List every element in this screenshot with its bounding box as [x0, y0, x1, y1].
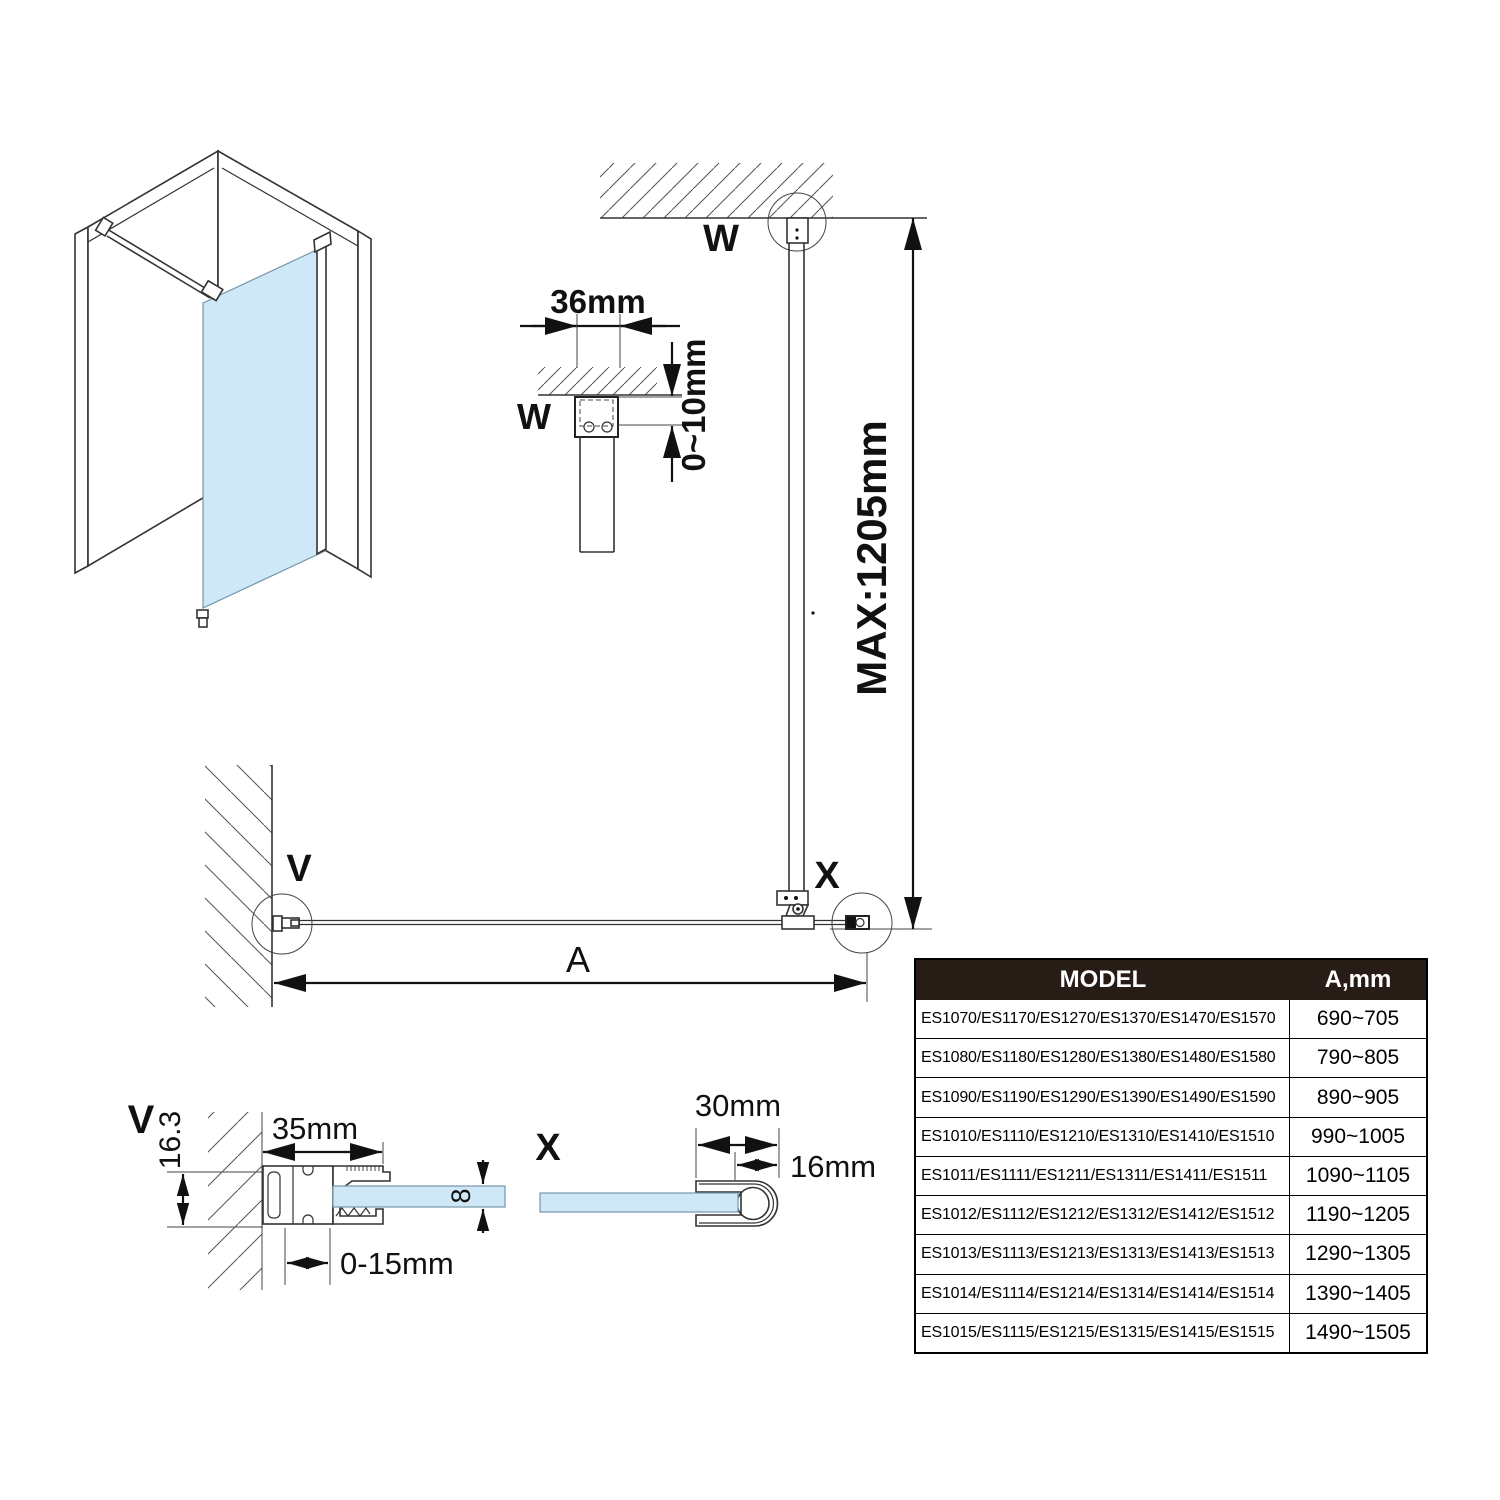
- bar-foot-block: [782, 916, 814, 929]
- table-row: [916, 1275, 1426, 1314]
- cell-a-mm: 1290~1305: [1305, 1242, 1411, 1266]
- table-row: [916, 1078, 1426, 1117]
- cell-a-mm: 1190~1205: [1305, 1203, 1411, 1227]
- table-row: [916, 1314, 1426, 1352]
- label-v-detail: V: [127, 1098, 155, 1142]
- isometric-view: [75, 151, 371, 627]
- floor-fitting: [197, 610, 208, 627]
- back-wall-edge: [358, 231, 371, 577]
- gasket-zigzag: [336, 1208, 370, 1216]
- detail-x-section: [535, 1088, 876, 1226]
- cell-model: ES1012/ES1112/ES1212/ES1312/ES1412/ES1512: [916, 1196, 1290, 1234]
- table-row: [916, 1196, 1426, 1235]
- cell-a-mm: 790~805: [1316, 1046, 1400, 1070]
- label-w-detail: W: [517, 396, 551, 437]
- bar-tube-section: [580, 437, 614, 552]
- vertical-bar: [789, 243, 815, 891]
- adjust-dimension: [618, 338, 712, 482]
- wall-hatch: [205, 765, 272, 1007]
- table-row: [916, 1235, 1426, 1274]
- table-body: [916, 1000, 1426, 1352]
- a-dimension: [274, 939, 867, 1002]
- table-row: [916, 1157, 1426, 1196]
- detail-w-section: [517, 283, 712, 552]
- cell-model: ES1090/ES1190/ES1290/ES1390/ES1490/ES1590: [916, 1078, 1290, 1116]
- wall-hatch-v-detail: [208, 1112, 262, 1290]
- label-8: 8: [446, 1188, 476, 1204]
- wall-profile: [317, 245, 326, 554]
- cell-model: ES1013/ES1113/ES1213/ES1313/ES1413/ES1513: [916, 1235, 1290, 1273]
- ceiling-hatch: [600, 163, 833, 218]
- cell-model: ES1011/ES1111/ES1211/ES1311/ES1411/ES1511: [916, 1157, 1290, 1195]
- label-v-plan: V: [286, 848, 312, 890]
- end-clamp-x: [846, 916, 869, 929]
- cell-a-mm: 1390~1405: [1305, 1281, 1411, 1305]
- left-wall-edge: [75, 227, 88, 573]
- glass-section-v: [333, 1186, 505, 1207]
- table-row: [916, 1000, 1426, 1039]
- wall-bracket-v: [273, 916, 299, 931]
- cell-a-mm: 1090~1105: [1305, 1163, 1411, 1187]
- model-spec-table: [914, 958, 1428, 1354]
- cell-model: ES1015/ES1115/ES1215/ES1315/ES1415/ES1515: [916, 1314, 1290, 1352]
- cell-a-mm: 690~705: [1316, 1007, 1400, 1031]
- dim-16mm: [735, 1149, 876, 1184]
- label-16mm: 16mm: [790, 1149, 877, 1184]
- label-x-plan: X: [814, 855, 840, 897]
- label-35mm: 35mm: [271, 1111, 359, 1146]
- cell-model: ES1070/ES1170/ES1270/ES1370/ES1470/ES1570: [916, 1000, 1290, 1038]
- max-dimension: [830, 218, 932, 929]
- label-x-detail: X: [535, 1127, 561, 1169]
- cell-model: ES1010/ES1110/ES1210/ES1310/ES1410/ES1510: [916, 1118, 1290, 1156]
- table-row: [916, 1118, 1426, 1157]
- left-wall-face: [88, 151, 218, 566]
- glass-section-x: [540, 1193, 738, 1212]
- label-16-3: 16.3: [154, 1110, 187, 1170]
- detail-v-section: [128, 1098, 505, 1290]
- table-row: [916, 1039, 1426, 1078]
- cell-model: ES1014/ES1114/ES1214/ES1314/ES1414/ES1514: [916, 1275, 1290, 1313]
- cell-a-mm: 890~905: [1316, 1085, 1400, 1109]
- mount-bracket: [575, 397, 618, 437]
- label-w-main: W: [703, 218, 739, 260]
- ceiling-hatch-small: [538, 367, 657, 395]
- adjust-0-15-dim: [285, 1228, 454, 1285]
- label-a: A: [565, 939, 591, 980]
- elevation-view: [600, 163, 932, 929]
- glass-panel: [203, 246, 325, 608]
- label-36mm: 36mm: [550, 283, 646, 320]
- cell-a-mm: 990~1005: [1310, 1124, 1406, 1148]
- label-max-1205: MAX:1205mm: [848, 420, 895, 696]
- label-30mm: 30mm: [694, 1088, 782, 1123]
- label-0-10mm: 0~10mm: [675, 338, 712, 472]
- table-header-model: MODEL: [1059, 966, 1147, 993]
- cell-model: ES1080/ES1180/ES1280/ES1380/ES1480/ES1580: [916, 1039, 1290, 1077]
- table-header: [916, 960, 1426, 1000]
- cell-a-mm: 1490~1505: [1305, 1320, 1411, 1344]
- table-header-a-mm: A,mm: [1324, 966, 1392, 993]
- label-0-15mm: 0-15mm: [340, 1246, 454, 1281]
- bar-bottom-bracket: [777, 891, 808, 916]
